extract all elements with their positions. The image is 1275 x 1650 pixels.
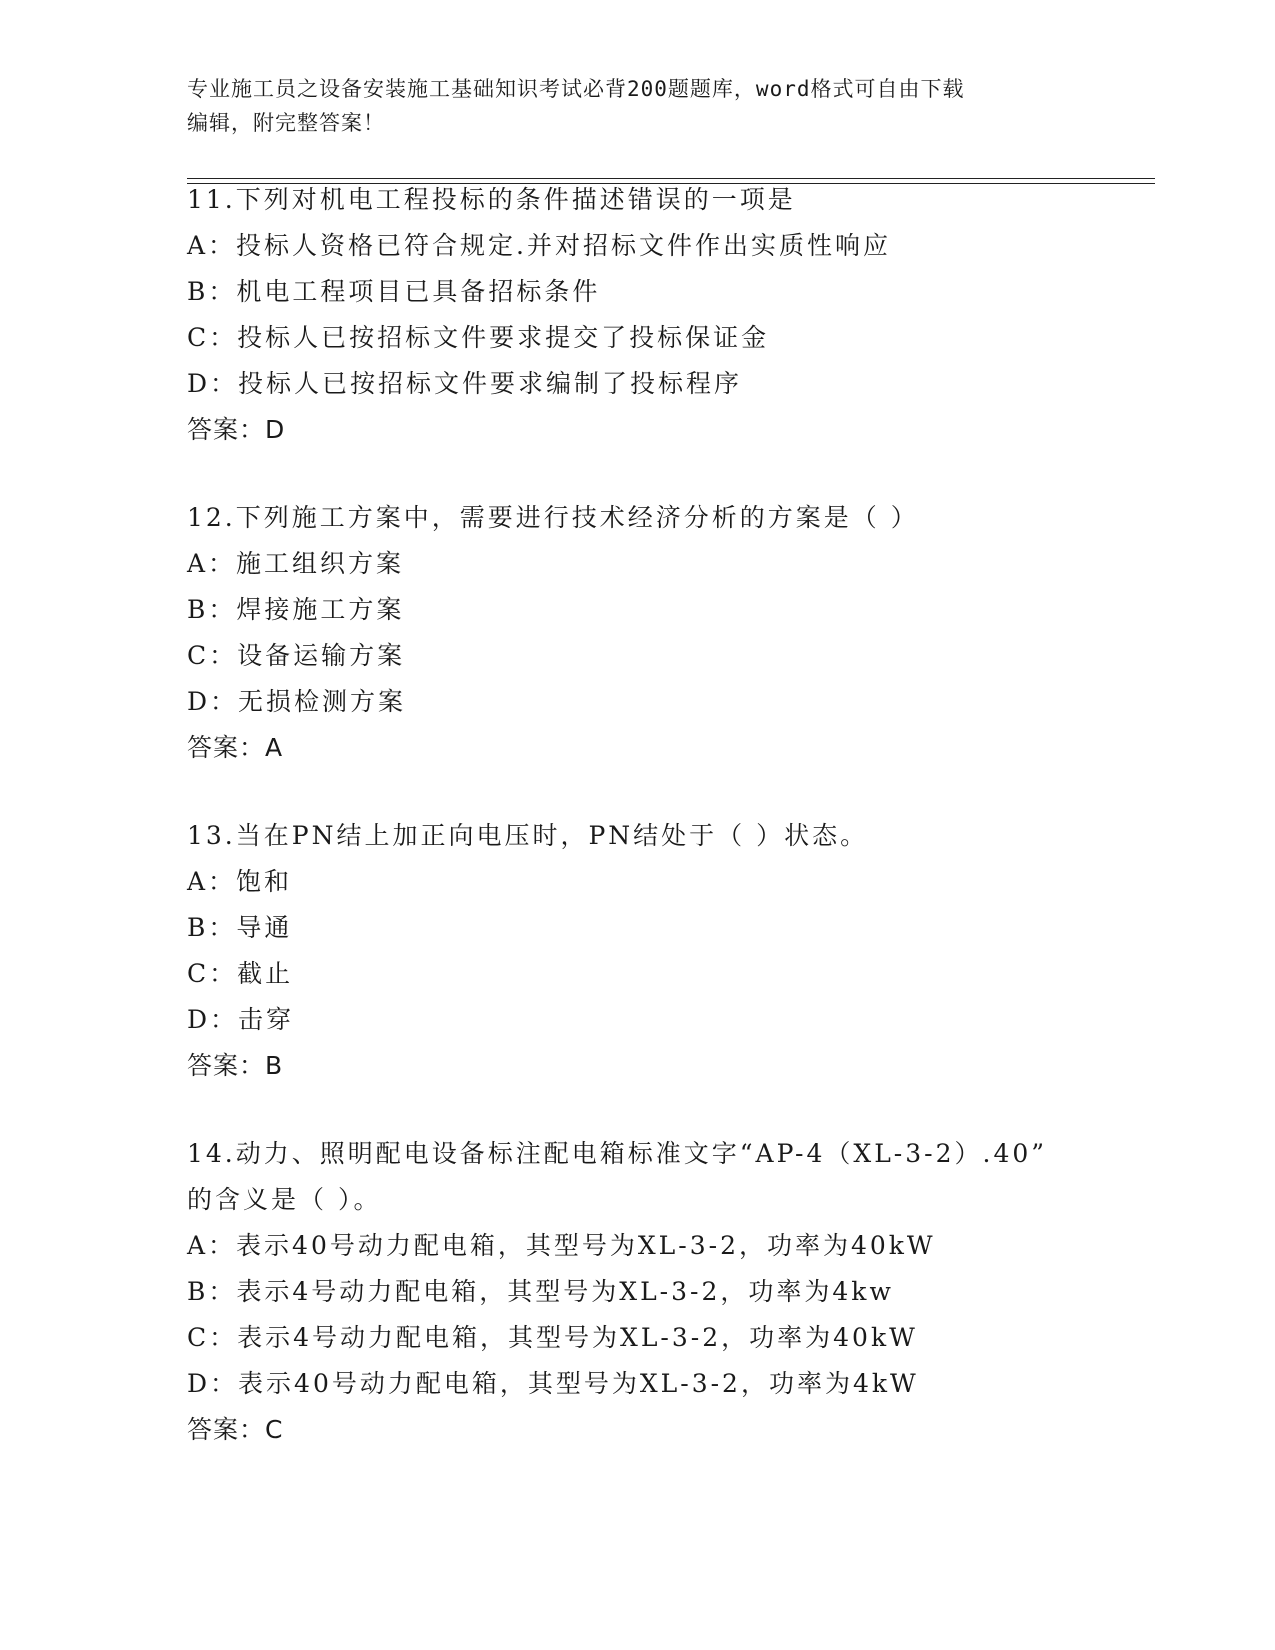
option-b: B：表示4号动力配电箱，其型号为XL-3-2，功率为4kw — [187, 1277, 894, 1306]
question-stem: 13.当在PN结上加正向电压时，PN结处于（ ）状态。 — [187, 821, 869, 850]
option-a: A：投标人资格已符合规定.并对招标文件作出实质性响应 — [187, 231, 892, 260]
document-header — [187, 72, 1067, 140]
question-stem: 11.下列对机电工程投标的条件描述错误的一项是 — [187, 185, 796, 214]
option-a: A：施工组织方案 — [187, 549, 405, 578]
option-b: B：焊接施工方案 — [187, 595, 405, 624]
question-stem: 12.下列施工方案中，需要进行技术经济分析的方案是（ ） — [187, 503, 919, 532]
option-b: B：导通 — [187, 913, 293, 942]
option-d: D：击穿 — [187, 1005, 295, 1034]
answer-line: 答案：D — [187, 415, 286, 444]
question-12 — [187, 495, 1087, 771]
header-line-2: 编辑，附完整答案！ — [187, 111, 385, 135]
option-d: D：投标人已按招标文件要求编制了投标程序 — [187, 369, 743, 398]
answer-line: 答案：C — [187, 1415, 284, 1444]
option-b: B：机电工程项目已具备招标条件 — [187, 277, 601, 306]
option-d: D：表示40号动力配电箱，其型号为XL-3-2，功率为4kW — [187, 1369, 919, 1398]
question-stem: 14.动力、照明配电设备标注配电箱标准文字“AP-4（XL-3-2）.40” — [187, 1139, 1048, 1168]
header-line-1: 专业施工员之设备安装施工基础知识考试必背200题题库，word格式可自由下载 — [187, 77, 965, 101]
option-c: C：投标人已按招标文件要求提交了投标保证金 — [187, 323, 770, 352]
answer-line: 答案：B — [187, 1051, 284, 1080]
option-c: C：表示4号动力配电箱，其型号为XL-3-2，功率为40kW — [187, 1323, 918, 1352]
question-13 — [187, 813, 1087, 1089]
option-d: D：无损检测方案 — [187, 687, 407, 716]
option-a: A：表示40号动力配电箱，其型号为XL-3-2，功率为40kW — [187, 1231, 936, 1260]
question-14 — [187, 1131, 1087, 1453]
option-c: C：设备运输方案 — [187, 641, 406, 670]
answer-line: 答案：A — [187, 733, 284, 762]
question-11 — [187, 177, 1087, 453]
question-stem-continued: 的含义是（ ）。 — [187, 1185, 382, 1214]
option-a: A：饱和 — [187, 867, 293, 896]
option-c: C：截止 — [187, 959, 294, 988]
